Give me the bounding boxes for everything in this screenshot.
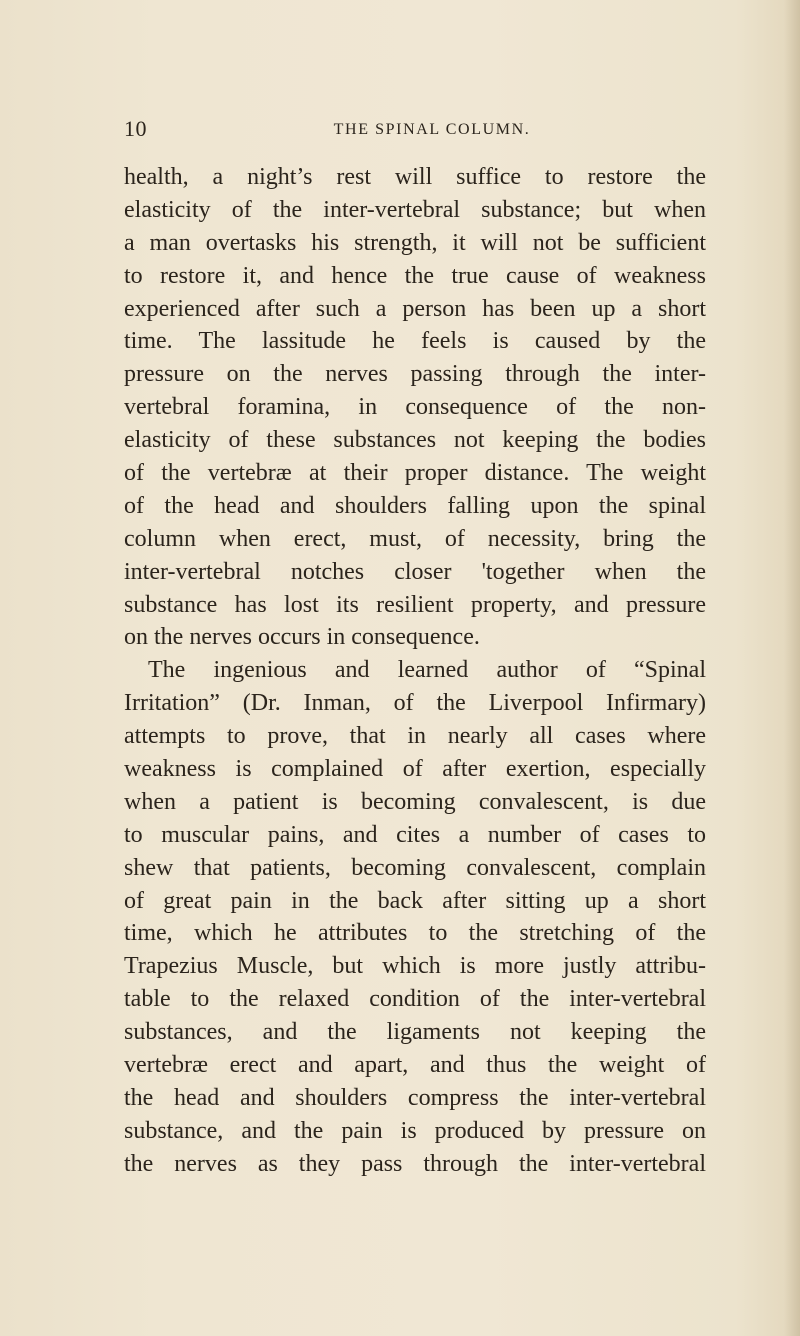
text-line: elasticity of the inter-vertebral substance; but when bbox=[124, 196, 706, 223]
text-line: table to the relaxed condition of the inter-vertebral bbox=[124, 986, 706, 1013]
text-line: the head and shoulders compress the inter-vertebral bbox=[124, 1084, 706, 1111]
text-line: of the head and shoulders falling upon the spinal bbox=[124, 492, 706, 519]
text-line: column when erect, must, of necessity, bring the bbox=[124, 525, 706, 552]
text-line: a man overtasks his strength, it will not be sufficient bbox=[124, 229, 706, 256]
text-line: experienced after such a person has been up a short bbox=[124, 295, 706, 322]
text-line: health, a night’s rest will suffice to restore the bbox=[124, 164, 706, 190]
text-line: substance has lost its resilient property, and pressure bbox=[124, 591, 706, 618]
text-line: when a patient is becoming convalescent, is due bbox=[124, 788, 706, 815]
text-line: on the nerves occurs in consequence. bbox=[124, 624, 480, 651]
text-line: pressure on the nerves passing through the inter- bbox=[124, 361, 706, 388]
running-head bbox=[124, 117, 700, 141]
text-line: elasticity of these substances not keeping the bodies bbox=[124, 427, 706, 454]
body-text bbox=[124, 161, 706, 1181]
text-line: time. The lassitude he feels is caused by the bbox=[124, 328, 706, 355]
text-line: to muscular pains, and cites a number of cases to bbox=[124, 821, 706, 848]
text-line: inter-vertebral notches closer 'together when the bbox=[124, 558, 706, 585]
text-line: substance, and the pain is produced by pressure on bbox=[124, 1117, 706, 1144]
text-line: time, which he attributes to the stretching of the bbox=[124, 920, 706, 947]
text-line: the nerves as they pass through the inter-vertebral bbox=[124, 1150, 706, 1177]
text-line: Irritation” (Dr. Inman, of the Liverpool Infirmary) bbox=[124, 690, 706, 717]
text-line: Trapezius Muscle, but which is more justly attribu- bbox=[124, 953, 706, 980]
page-number: 10 bbox=[124, 116, 147, 141]
text-line: of great pain in the back after sitting up a short bbox=[124, 887, 706, 914]
text-line: The ingenious and learned author of “Spinal bbox=[148, 657, 706, 684]
text-line: substances, and the ligaments not keeping the bbox=[124, 1019, 706, 1046]
text-line: vertebral foramina, in consequence of the non- bbox=[124, 394, 706, 421]
text-line: shew that patients, becoming convalescent, complain bbox=[124, 854, 706, 881]
text-line: of the vertebræ at their proper distance. The weight bbox=[124, 460, 706, 487]
page-edge-shadow bbox=[784, 0, 800, 1336]
running-title: THE SPINAL COLUMN. bbox=[333, 121, 531, 138]
text-line: weakness is complained of after exertion, especially bbox=[124, 756, 706, 783]
text-line: vertebræ erect and apart, and thus the weight of bbox=[124, 1052, 706, 1079]
text-line: to restore it, and hence the true cause of weakness bbox=[124, 262, 706, 289]
text-line: attempts to prove, that in nearly all cases where bbox=[124, 723, 706, 750]
